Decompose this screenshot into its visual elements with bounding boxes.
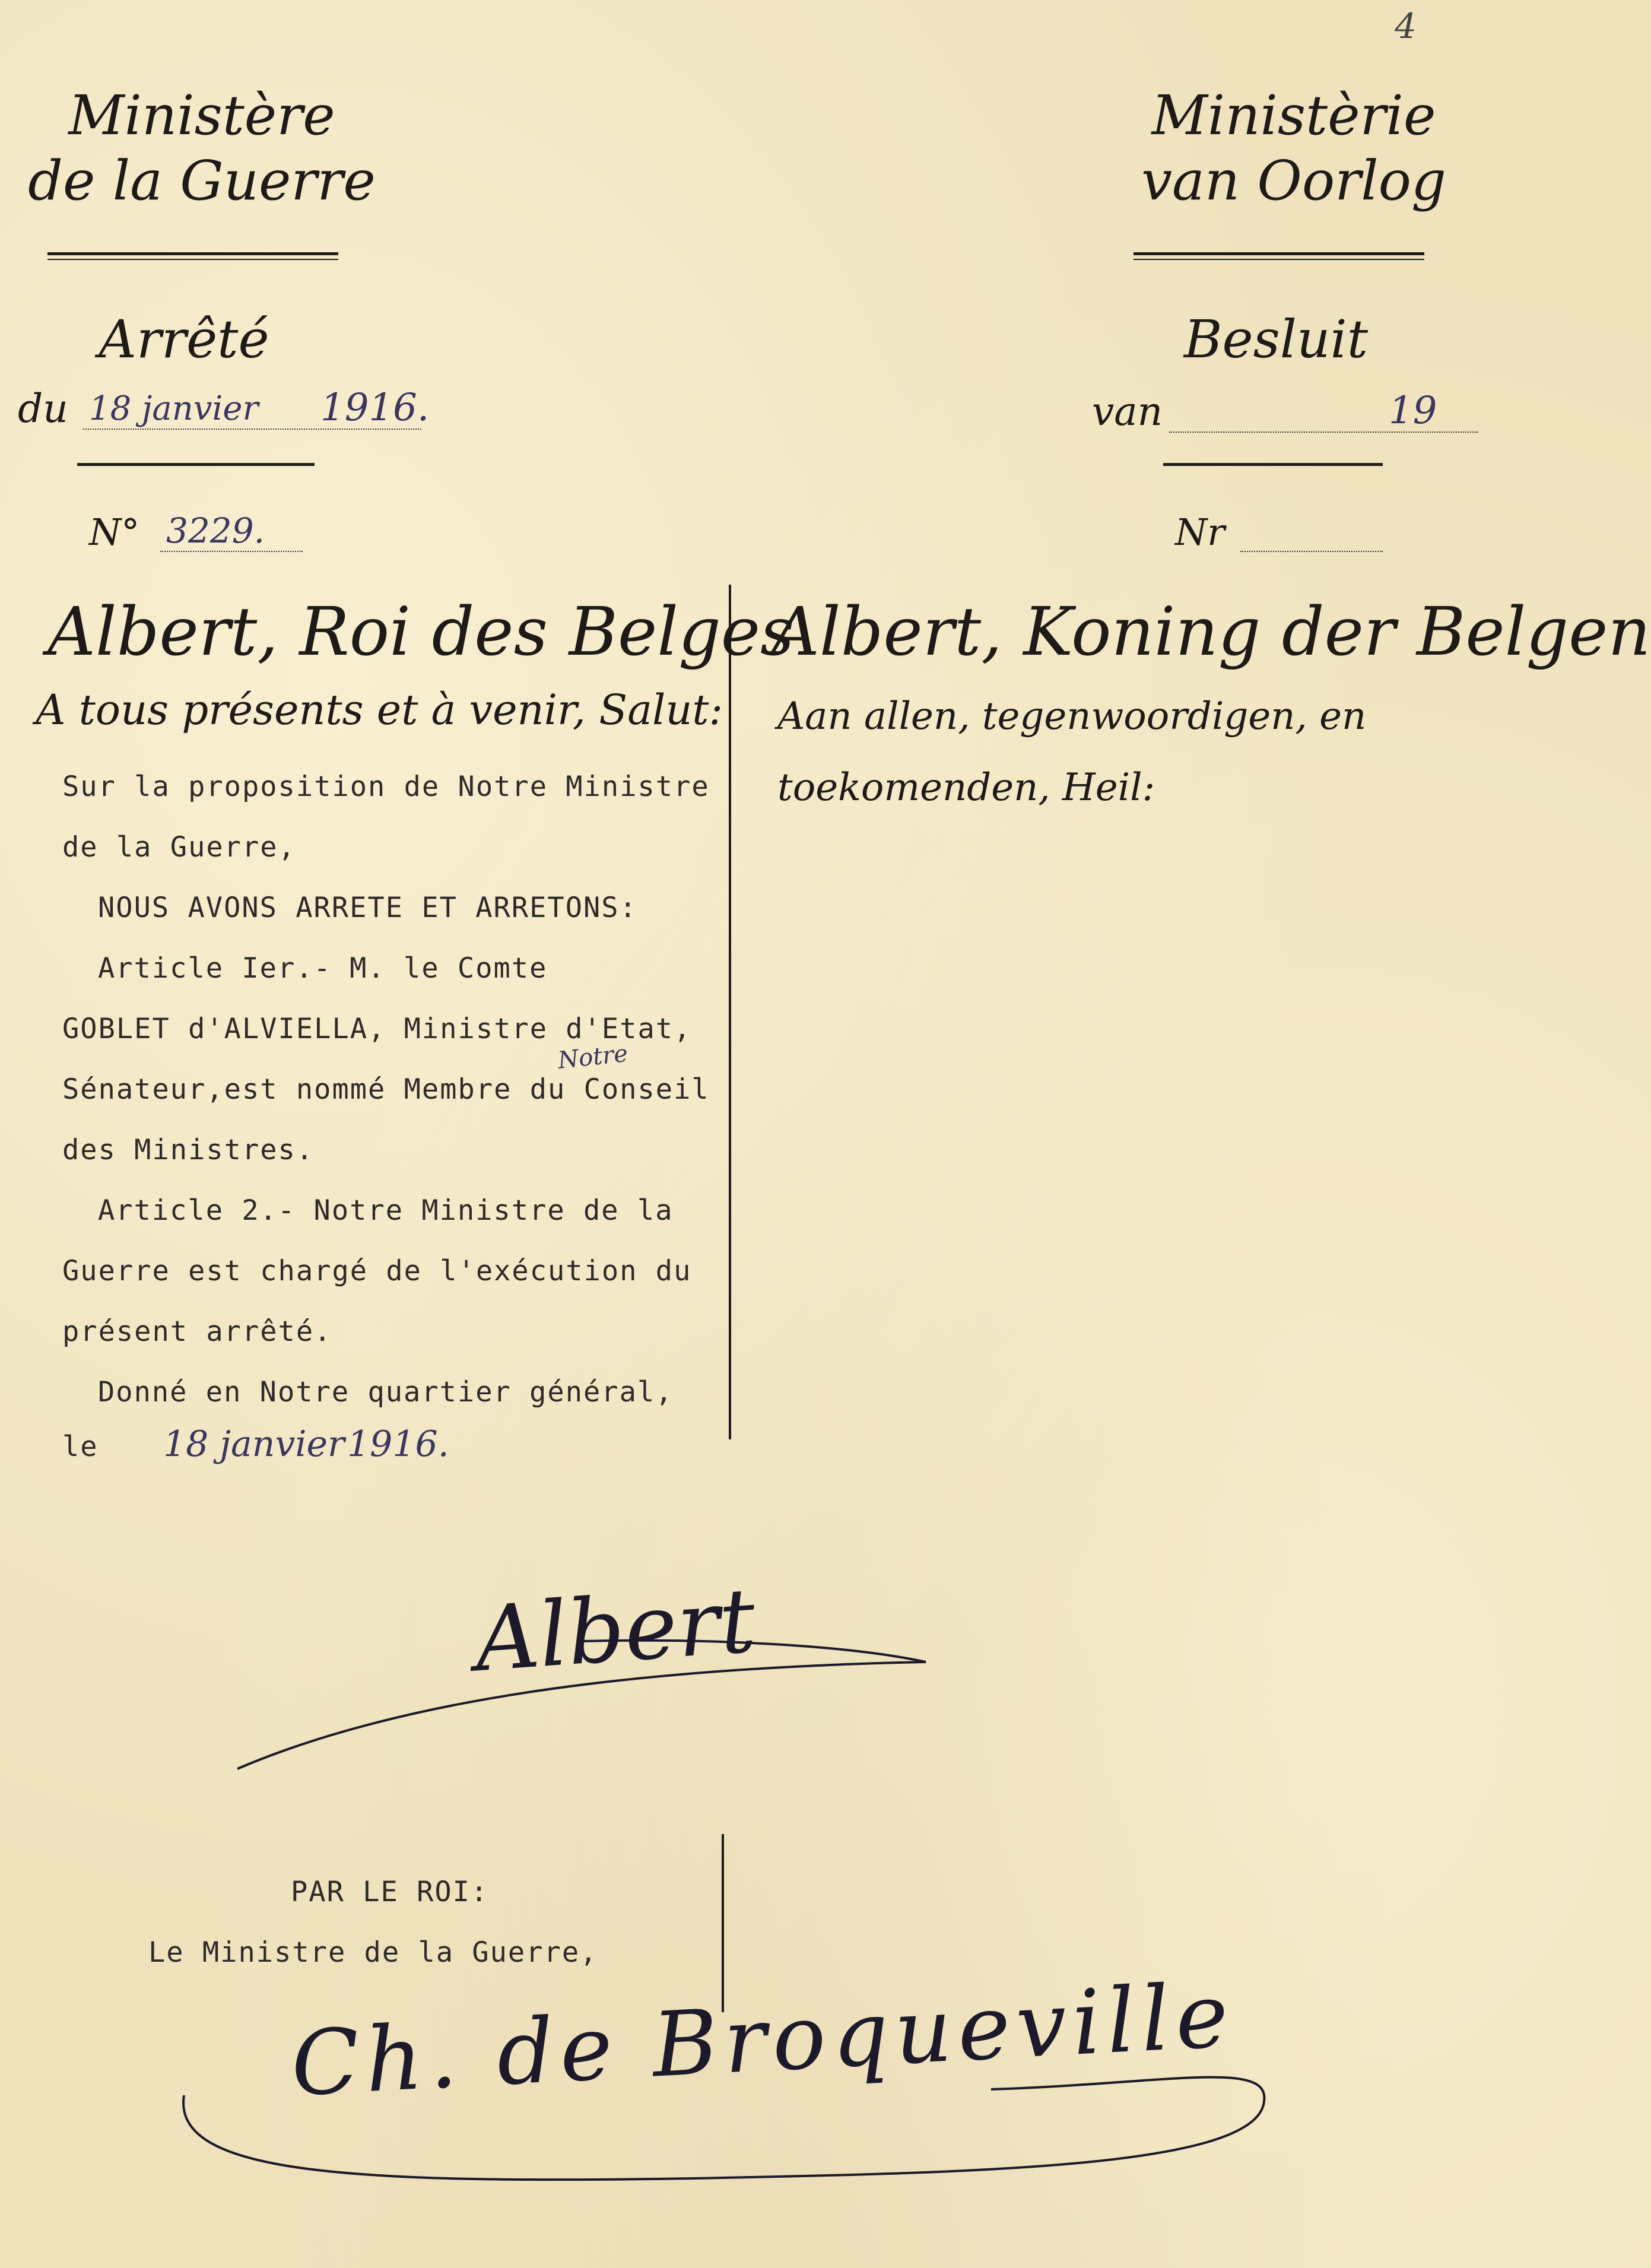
left-header xyxy=(24,83,380,214)
number-line-fr xyxy=(160,551,303,552)
right-header-rule xyxy=(1134,252,1424,255)
body-line: Sur la proposition de Notre Ministre xyxy=(62,770,710,803)
left-header-rule xyxy=(47,252,338,255)
body-line: Guerre est chargé de l'exécution du xyxy=(62,1255,692,1287)
decree-date-fr xyxy=(18,386,430,439)
date-prefix-fr: du xyxy=(18,386,68,432)
countersign-line1: PAR LE ROI: xyxy=(291,1876,489,1908)
date-line-fr xyxy=(83,429,421,430)
body-line: Article 2.- Notre Ministre de la xyxy=(98,1194,674,1227)
closing-prefix: le xyxy=(62,1430,99,1463)
minister-signature xyxy=(160,1964,1288,2244)
body-line: Donné en Notre quartier général, xyxy=(98,1376,674,1409)
closing-date-handwritten: 18 janvier xyxy=(163,1423,345,1465)
number-label-nl: Nr xyxy=(1175,510,1225,554)
decree-number-nl xyxy=(1175,510,1412,558)
body-line: présent arrêté. xyxy=(62,1315,332,1348)
number-line-nl xyxy=(1240,551,1383,552)
date-handwritten-fr: 18 janvier xyxy=(89,389,259,428)
minister-signature-flourish xyxy=(160,1982,1288,2244)
body-line: Article Ier.- M. le Comte xyxy=(98,952,548,985)
page-number: 4 xyxy=(1395,6,1417,46)
left-header-rule-thin xyxy=(47,259,338,260)
decree-label-fr: Arrêté xyxy=(99,309,269,370)
king-signature xyxy=(226,1567,938,1781)
dutch-greeting-line2: toekomenden, Heil: xyxy=(777,766,1155,810)
body-line: de la Guerre, xyxy=(62,831,296,864)
dutch-title: Albert, Koning der Belgen xyxy=(771,594,1651,671)
decree-number-fr xyxy=(89,510,326,558)
number-handwritten-fr: 3229. xyxy=(166,510,265,551)
king-signature-flourish xyxy=(226,1567,938,1781)
closing-date xyxy=(62,1423,478,1483)
decree-date-nl xyxy=(1092,389,1484,442)
right-header xyxy=(1116,83,1472,214)
date-line-nl xyxy=(1169,432,1478,433)
ministry-name-fr-line1: Ministère xyxy=(68,84,335,147)
date-year-fr: 1916. xyxy=(320,386,430,430)
body-line: Sénateur,est nommé Membre du Conseil xyxy=(62,1073,710,1106)
ministry-name-nl-line1: Ministèrie xyxy=(1151,84,1436,147)
date-year-nl: 19 xyxy=(1389,389,1437,433)
minister-signature-text: Ch. de Broqueville xyxy=(288,1964,1237,2117)
countersign-line2: Le Ministre de la Guerre, xyxy=(148,1936,598,1969)
king-signature-text: Albert xyxy=(471,1569,759,1692)
number-label-fr: N° xyxy=(89,510,140,554)
decree-label-nl: Besluit xyxy=(1183,309,1369,370)
date-prefix-nl: van xyxy=(1092,389,1163,434)
right-header-rule-thin xyxy=(1134,259,1424,260)
right-date-rule xyxy=(1163,463,1383,466)
french-greeting: A tous présents et à venir, Salut: xyxy=(36,686,723,734)
closing-year-handwritten: 1916. xyxy=(347,1423,449,1465)
body-line: NOUS AVONS ARRETE ET ARRETONS: xyxy=(98,892,637,924)
dutch-greeting-line1: Aan allen, tegenwoordigen, en xyxy=(777,694,1367,738)
column-divider xyxy=(729,585,731,1439)
body-line: GOBLET d'ALVIELLA, Ministre d'Etat, xyxy=(62,1013,692,1045)
ministry-name-fr-line2: de la Guerre xyxy=(28,149,376,212)
french-title: Albert, Roi des Belges xyxy=(47,594,795,671)
handwritten-correction: Notre xyxy=(556,1039,630,1075)
ministry-name-nl-line2: van Oorlog xyxy=(1141,149,1446,212)
left-date-rule xyxy=(77,463,315,466)
body-line: des Ministres. xyxy=(62,1134,315,1166)
